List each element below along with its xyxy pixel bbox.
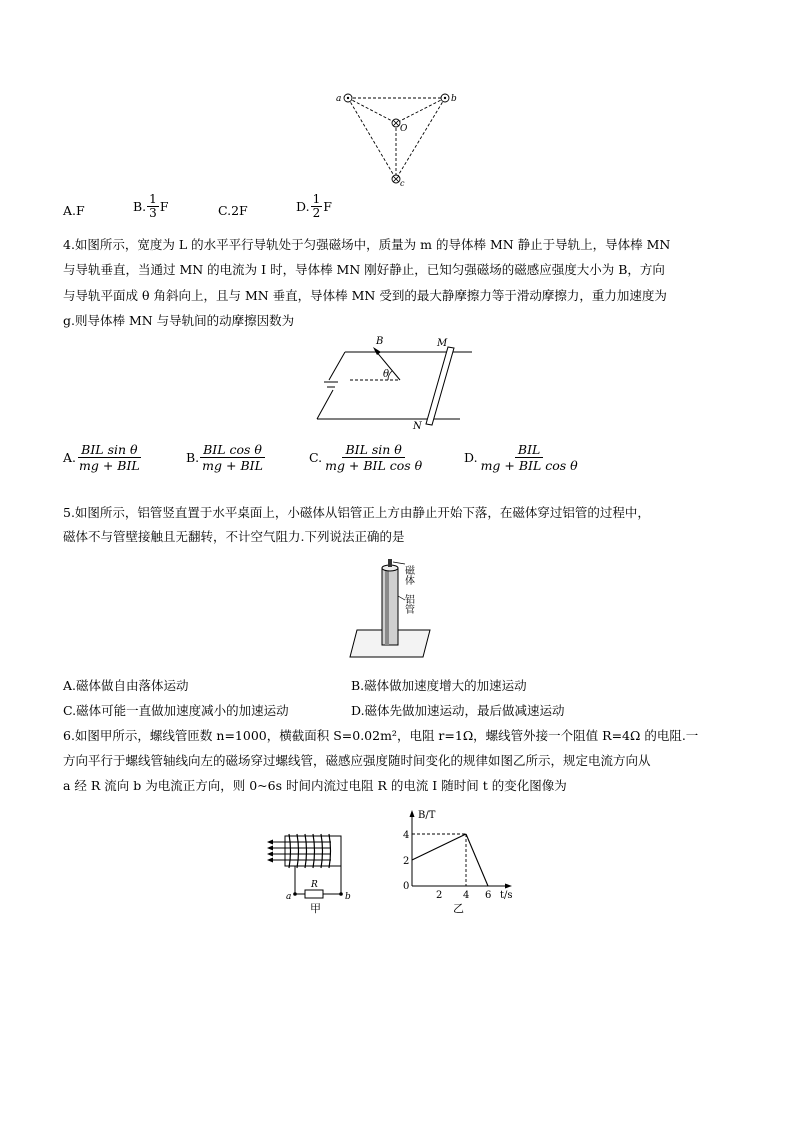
q6-stem-line-3: a 经 R 流向 b 为电流正方向，则 0~6s 时间内流过电阻 R 的电流 I 随时间 t 的变化图像为 [63,778,567,793]
q4-stem-line-4: g.则导体棒 MN 与导轨间的动摩擦因数为 [63,313,295,328]
q6-stem-line-1: 6.如图甲所示，螺线管匝数 n=1000，横截面积 S=0.02m²，电阻 r=1Ω，螺线管外接一个阻值 R=4Ω 的电阻.一 [63,728,699,743]
point-a-label: a [336,94,342,104]
option-label: B. [186,449,200,465]
fraction-numerator: 1 [312,192,321,206]
q3-option-b-suffix: F [159,198,169,214]
q6-stem-line-2: 方向平行于螺线管轴线向左的磁场穿过螺线管，磁感应强度随时间变化的规律如图乙所示，规定电流方向从 [63,753,651,768]
y-tick-4: 4 [403,830,410,841]
point-b-label: b [451,94,457,104]
solenoid-circuit-figure [265,830,365,916]
label-b-field: B [376,336,384,347]
option-label: D. [464,449,478,465]
label-tube: 铝管 [402,594,414,614]
caption-jia: 甲 [310,902,321,915]
fraction-denominator: mg + BIL [79,458,140,473]
x-axis-label: t/s [500,890,513,901]
label-terminal-b: b [345,892,351,902]
q3-option-b-prefix: B. [133,198,147,214]
fraction-denominator: mg + BIL [202,458,263,473]
q5-option-c: C.磁体可能一直做加速度减小的加速运动 [63,703,289,718]
fraction-denominator: mg + BIL cos θ [480,458,578,473]
q4-option-a [63,442,143,473]
fraction-denominator: 2 [312,206,321,220]
x-tick-6: 6 [485,890,492,901]
q3-option-a: A.F [63,203,85,218]
point-o-label: O [400,124,408,134]
triangle-charges-figure [330,85,470,190]
rails-rod-figure [300,332,480,434]
q4-stem-line-3: 与导轨平面成 θ 角斜向上，且与 MN 垂直，导体棒 MN 受到的最大静摩擦力等于滑动摩擦力，重力加速度为 [63,288,667,303]
fraction-numerator: BIL [515,442,543,458]
label-magnet: 磁体 [402,565,414,585]
fraction-numerator: 1 [149,192,157,206]
q3-option-b-fraction [147,193,159,220]
aluminum-tube-figure [345,556,445,662]
q5-stem-line-1: 5.如图所示，铝管竖直置于水平桌面上，小磁体从铝管正上方由静止开始下落，在磁体穿过铝管的过程中， [63,505,650,520]
option-c-fraction [322,442,425,473]
point-c-label: c [400,179,405,188]
label-r-resistor: R [311,880,318,890]
label-m: M [437,338,448,349]
y-axis-label: B/T [418,810,436,821]
y-tick-2: 2 [403,856,410,867]
q5-stem-line-2: 磁体不与管壁接触且无翻转，不计空气阻力.下列说法正确的是 [63,529,405,544]
fraction-numerator: BIL sin θ [342,442,404,458]
option-d-fraction [478,442,581,473]
x-tick-4: 4 [463,890,470,901]
q4-stem-line-1: 4.如图所示，宽度为 L 的水平平行导轨处于匀强磁场中，质量为 m 的导体棒 MN 静止于导轨上，导体棒 MN [63,237,671,252]
fraction-denominator: mg + BIL cos θ [325,458,423,473]
q3-option-c: C.2F [218,203,248,218]
label-n: N [413,421,422,432]
option-label: A. [63,449,77,465]
option-a-fraction [76,442,143,473]
q5-option-a: A.磁体做自由落体运动 [63,678,189,693]
q4-option-c [309,442,425,473]
q3-option-d-suffix: F [323,198,332,214]
q3-option-d-prefix: D. [296,198,310,214]
option-label: C. [309,449,323,465]
q3-option-b [133,193,169,220]
q3-option-d-fraction [311,193,323,220]
q4-stem-line-2: 与导轨垂直，当通过 MN 的电流为 I 时，导体棒 MN 刚好静止，已知匀强磁场的磁感应强度大小为 B，方向 [63,262,665,277]
x-tick-2: 2 [436,890,443,901]
q4-option-b [186,442,266,473]
b-t-graph-figure [390,806,525,918]
q5-option-b: B.磁体做加速度增大的加速运动 [351,678,527,693]
origin-label: 0 [403,881,410,892]
q3-option-d [296,193,332,220]
label-terminal-a: a [286,892,292,902]
fraction-numerator: BIL sin θ [78,442,140,458]
fraction-numerator: BIL cos θ [200,442,265,458]
option-b-fraction [199,442,266,473]
fraction-denominator: 3 [149,206,157,220]
q4-option-d [464,442,581,473]
caption-yi: 乙 [453,902,464,915]
label-theta: θ [383,369,390,380]
q5-option-d: D.磁体先做加速运动，最后做减速运动 [351,703,565,718]
